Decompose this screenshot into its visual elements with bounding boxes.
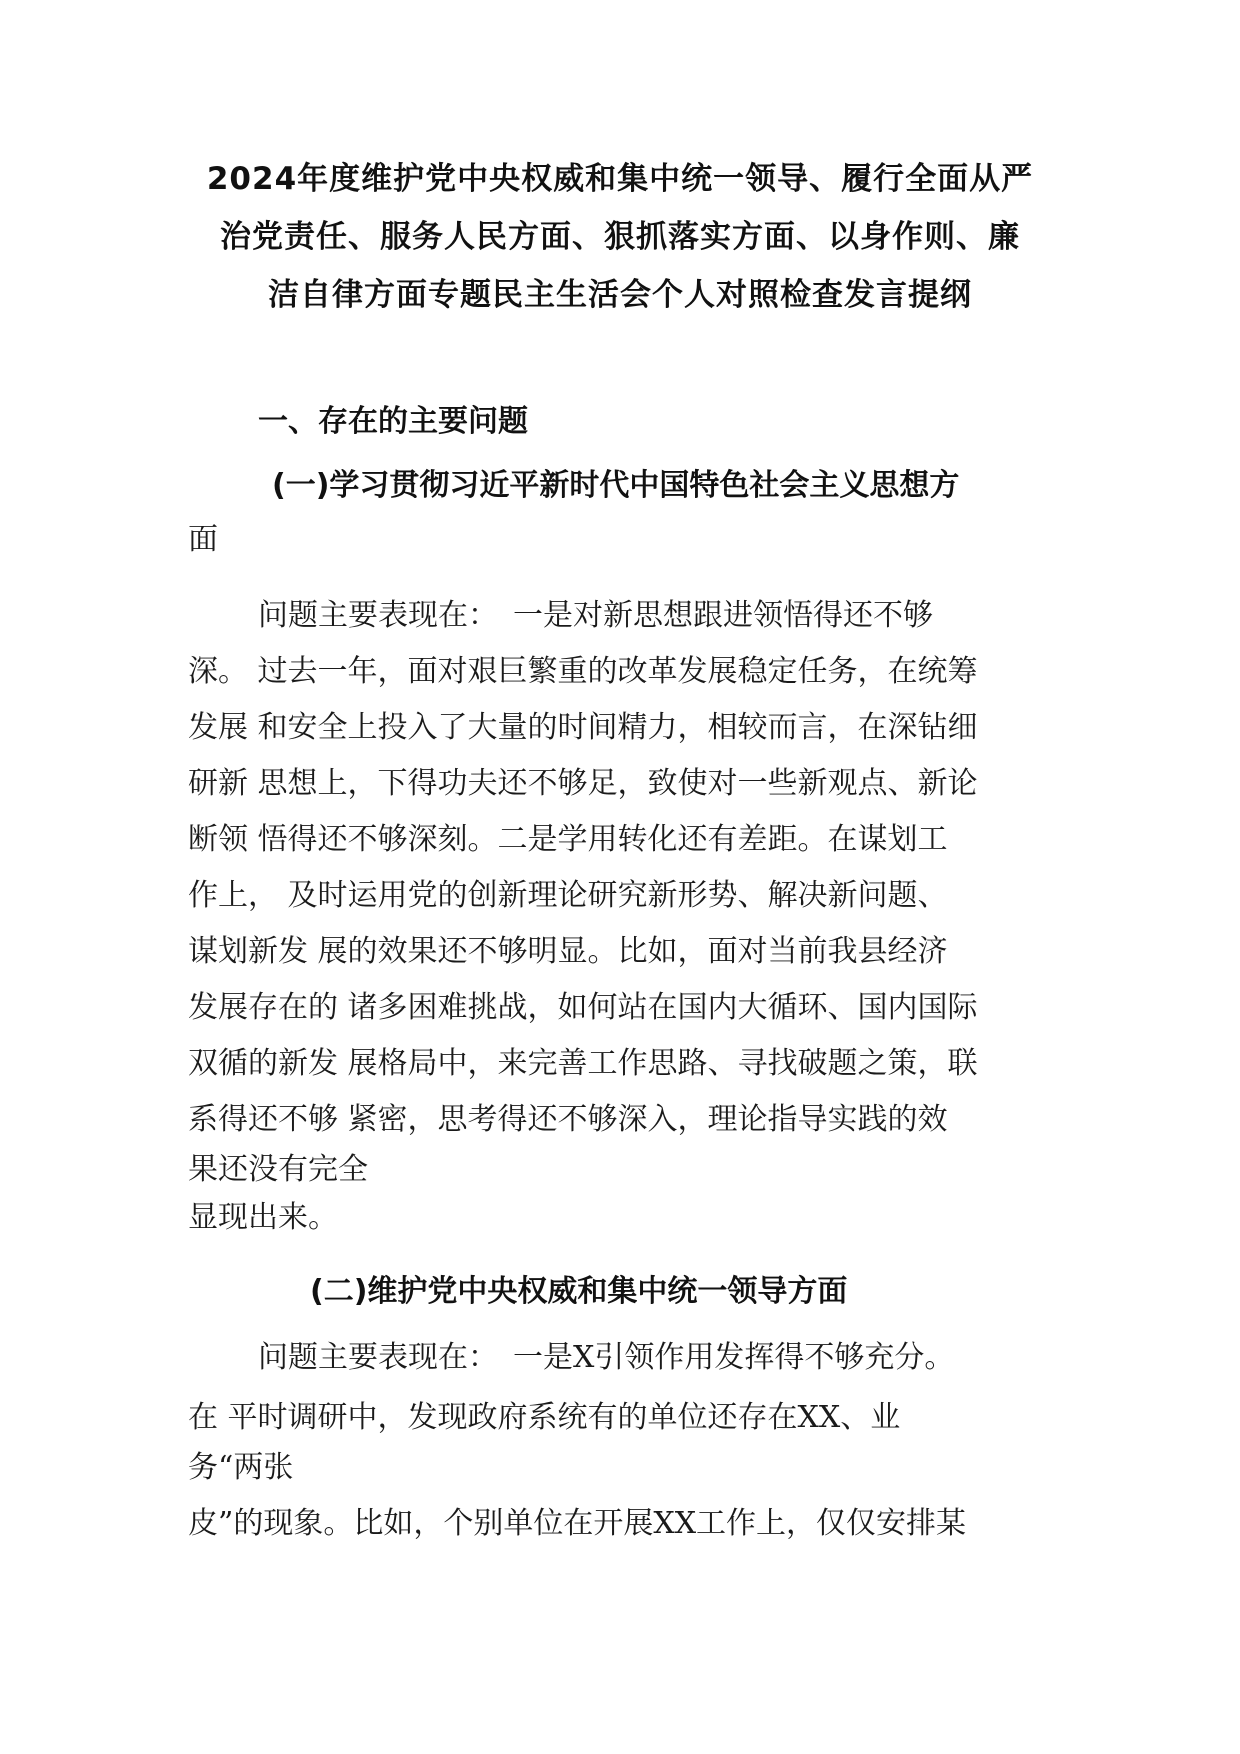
body-line: 果还没有完全 xyxy=(188,1152,368,1187)
body-line: 在 平时调研中，发现政府系统有的单位还存在XX、业 xyxy=(188,1400,901,1435)
body-line: 断领 悟得还不够深刻。二是学用转化还有差距。在谋划工 xyxy=(188,822,948,857)
body-line: 皮”的现象。比如，个别单位在开展XX工作上，仅仅安排某 xyxy=(188,1506,967,1541)
subsection-heading-continuation: 面 xyxy=(188,522,218,557)
document-title xyxy=(180,150,1060,324)
title-line: 洁自律方面专题民主生活会个人对照检查发言提纲 xyxy=(268,277,972,313)
body-line: 发展存在的 诸多困难挑战，如何站在国内大循环、国内国际 xyxy=(188,990,978,1025)
subsection-heading: (二)维护党中央权威和集中统一领导方面 xyxy=(310,1274,848,1309)
body-line: 问题主要表现在： 一是X引领作用发挥得不够充分。 xyxy=(258,1340,955,1375)
body-line: 发展 和安全上投入了大量的时间精力，相较而言，在深钻细 xyxy=(188,710,978,745)
body-line: 问题主要表现在： 一是对新思想跟进领悟得还不够 xyxy=(258,598,933,633)
section-heading: 一、存在的主要问题 xyxy=(258,404,528,439)
body-line: 务“两张 xyxy=(188,1450,294,1485)
body-line: 作上， 及时运用党的创新理论研究新形势、解决新问题、 xyxy=(188,878,948,913)
body-line: 深。 过去一年，面对艰巨繁重的改革发展稳定任务，在统筹 xyxy=(188,654,978,689)
body-line: 研新 思想上，下得功夫还不够足，致使对一些新观点、新论 xyxy=(188,766,978,801)
title-line: 治党责任、服务人民方面、狠抓落实方面、以身作则、廉 xyxy=(220,219,1020,255)
body-line: 双循的新发 展格局中，来完善工作思路、寻找破题之策，联 xyxy=(188,1046,978,1081)
body-line: 显现出来。 xyxy=(188,1200,338,1235)
body-line: 谋划新发 展的效果还不够明显。比如，面对当前我县经济 xyxy=(188,934,948,969)
subsection-heading: (一)学习贯彻习近平新时代中国特色社会主义思想方 xyxy=(272,468,960,503)
body-line: 系得还不够 紧密，思考得还不够深入，理论指导实践的效 xyxy=(188,1102,948,1137)
title-line: 2024年度维护党中央权威和集中统一领导、履行全面从严 xyxy=(206,161,1034,197)
